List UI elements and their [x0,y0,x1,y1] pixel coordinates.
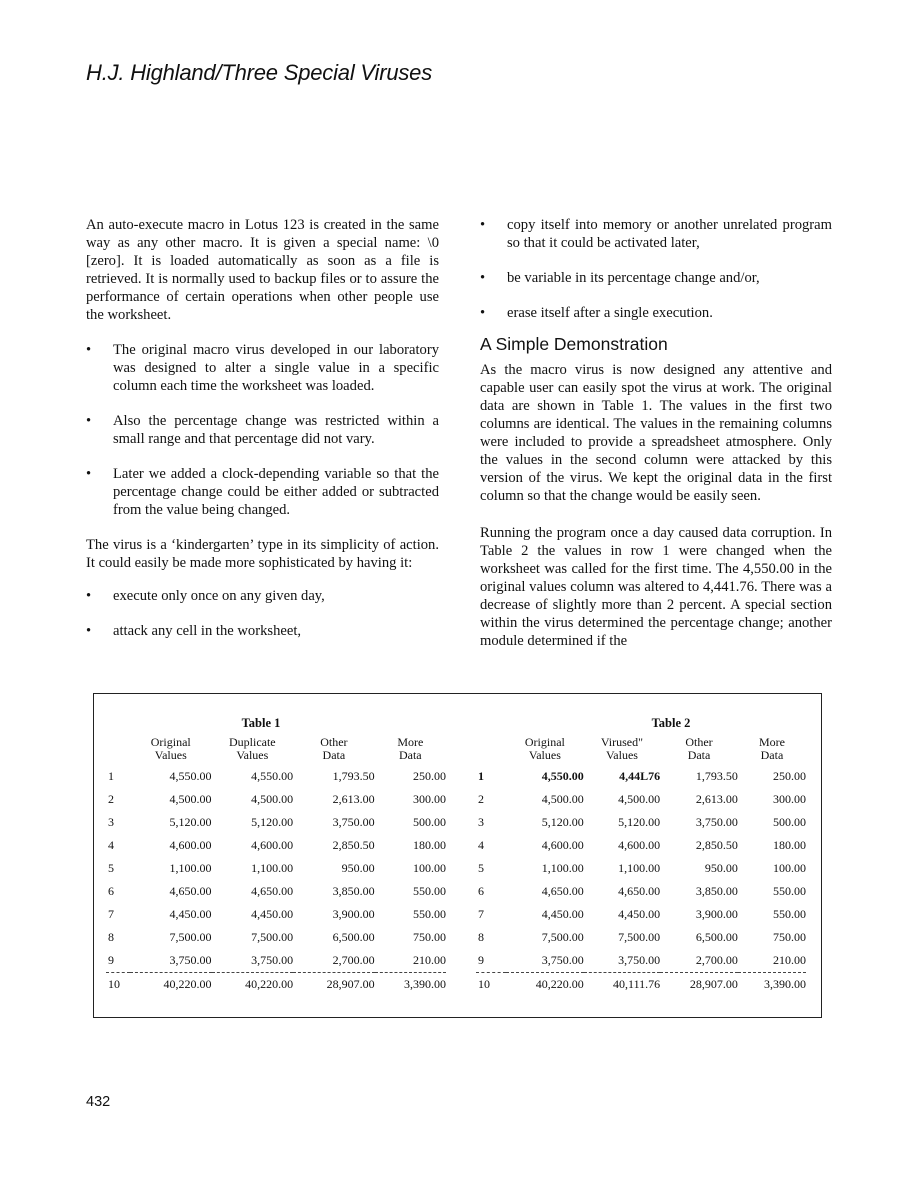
table-row: 9 3,750.00 3,750.00 2,700.00 210.00 [478,953,806,967]
right-column [480,216,832,667]
data-table [106,736,446,995]
bullet-dot-icon: • [86,466,92,482]
table-row: 9 3,750.00 3,750.00 2,700.00 210.00 [108,953,446,967]
table-1 [106,716,446,995]
column-header: Original Values [524,735,565,762]
table-header-row [476,736,806,765]
table-row: 8 7,500.00 7,500.00 6,500.00 750.00 [478,930,806,944]
bullet-item: • be variable in its percentage change and/or, [480,270,760,286]
column-header: Other Data [320,735,348,762]
bullet-item: • copy itself into memory or another unrelated program so that it could be activated later, [480,217,832,251]
running-header: H.J. Highland/Three Special Viruses [86,60,432,85]
table-total-row: 10 40,220.00 40,220.00 28,907.00 3,390.00 [106,973,446,996]
table-row: 6 4,650.00 4,650.00 3,850.00 550.00 [478,884,806,898]
body-paragraph: As the macro virus is now designed any attentive and capable user can easily spot the virus at work. The original data are shown in Table 1. The values in the first two columns are identical. The values in the remaining columns were included to provide a spreadsheet atmosphere. Only the values in the second column were attacked by this version of the virus. We kept the original data in the first column so that the change would be easily seen. [480,362,832,504]
bullet-dot-icon: • [480,270,486,286]
table-row: 1 4,550.00 4,44L76 1,793.50 250.00 [478,769,806,783]
tables-box [93,693,822,1018]
column-header: Other Data [685,735,713,762]
column-header [106,736,130,765]
table-2 [476,716,806,995]
page-number: 432 [86,1094,111,1110]
table-row: 4 4,600.00 4,600.00 2,850.50 180.00 [108,838,446,852]
bullet-item: • Also the percentage change was restricted within a small range and that percentage did not vary. [86,413,439,447]
bullet-item: • erase itself after a single execution. [480,305,713,321]
bullet-dot-icon: • [86,342,92,358]
bullet-dot-icon: • [86,588,92,604]
table-row: 8 7,500.00 7,500.00 6,500.00 750.00 [108,930,446,944]
bullet-item: • attack any cell in the worksheet, [86,623,302,639]
table-total-row: 10 40,220.00 40,111.76 28,907.00 3,390.00 [476,973,806,996]
bullet-dot-icon: • [86,623,92,639]
table-row: 6 4,650.00 4,650.00 3,850.00 550.00 [108,884,446,898]
bullet-dot-icon: • [480,217,486,233]
table-row: 1 4,550.00 4,550.00 1,793.50 250.00 [108,769,446,783]
section-heading: A Simple Demonstration [480,334,668,354]
column-header: Original Values [150,735,191,762]
table-row: 3 5,120.00 5,120.00 3,750.00 500.00 [478,815,806,829]
column-header: More Data [397,735,424,762]
data-table [476,736,806,995]
table-row: 7 4,450.00 4,450.00 3,900.00 550.00 [108,907,446,921]
column-header [476,736,506,765]
table-row: 2 4,500.00 4,500.00 2,613.00 300.00 [108,792,446,806]
table-row: 2 4,500.00 4,500.00 2,613.00 300.00 [478,792,806,806]
table-title: Table 2 [651,716,691,730]
bullet-item: • The original macro virus developed in our laboratory was designed to alter a single value in a specific column each time the worksheet was loaded. [86,342,439,394]
column-header: More Data [758,735,785,762]
bullet-dot-icon: • [86,413,92,429]
body-paragraph: Running the program once a day caused data corruption. In Table 2 the values in row 1 were changed when the worksheet was called for the first time. The 4,550.00 in the original values column was altered to 4,441.76. There was a decrease of slightly more than 2 percent. A special section within the virus determined the percentage change; another module determined if the [480,525,832,649]
column-header: Duplicate Values [228,735,276,762]
table-header-row [106,736,446,765]
table-row: 4 4,600.00 4,600.00 2,850.50 180.00 [478,838,806,852]
bullet-dot-icon: • [480,305,486,321]
bullet-item: • Later we added a clock-depending variable so that the percentage change could be either added or subtracted from the value being changed. [86,466,439,518]
table-row: 7 4,450.00 4,450.00 3,900.00 550.00 [478,907,806,921]
intro-paragraph: An auto-execute macro in Lotus 123 is created in the same way as any other macro. It is given a special name: \0 [zero]. It is loaded automatically as soon as a file is retrieved. It is normally used to backup files or to assure the performance of certain operations when other people use the worksheet. [86,217,439,323]
bullet-item: • execute only once on any given day, [86,588,325,604]
body-paragraph: The virus is a ‘kindergarten’ type in its simplicity of action. It could easily be made more sophisticated by having it: [86,537,439,571]
left-column [86,216,439,657]
column-header: Virused" Values [600,735,644,762]
table-row: 5 1,100.00 1,100.00 950.00 100.00 [108,861,446,875]
table-row: 5 1,100.00 1,100.00 950.00 100.00 [478,861,806,875]
table-row: 3 5,120.00 5,120.00 3,750.00 500.00 [108,815,446,829]
table-title: Table 1 [241,716,281,730]
